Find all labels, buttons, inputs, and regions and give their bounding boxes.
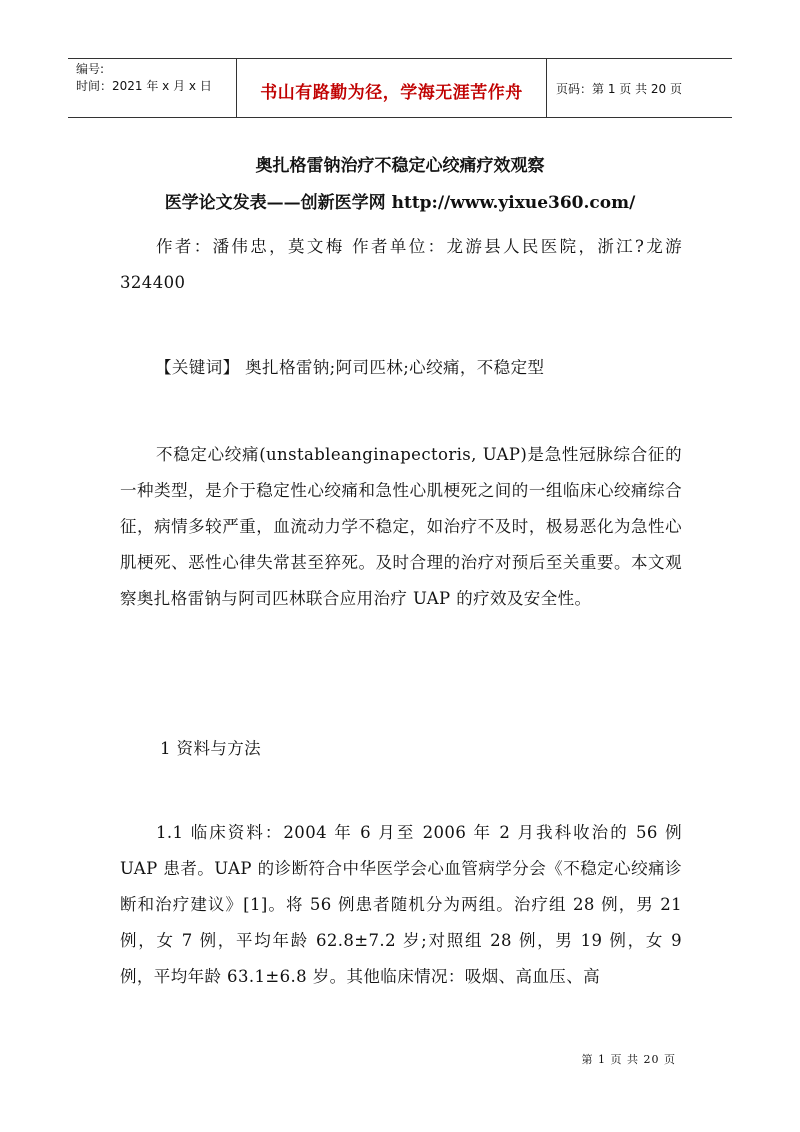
intro-paragraph: 不稳定心绞痛(unstableanginapectoris, UAP)是急性冠脉综合征的一种类型，是介于稳定性心绞痛和急性心肌梗死之间的一组临床心绞痛综合征，病情多较严重，血流动力学不稳定，如治疗不及时，极易恶化为急性心肌梗死、恶性心律失常甚至猝死。及时合理的治疗对预后至关重要。本文观察奥扎格雷钠与阿司匹林联合应用治疗 UAP 的疗效及安全性。 xyxy=(120,445,682,608)
section-paragraph: 1.1 临床资料：2004 年 6 月至 2006 年 2 月我科收治的 56 例 UAP 患者。UAP 的诊断符合中华医学会心血管病学分会《不稳定心绞痛诊断和治疗建议》[1]。将 56 例患者随机分为两组。治疗组 28 例，男 21 例，女 7 例，平均年龄 62.8±7.2 岁;对照组 28 例，男 19 例，女 9 例，平均年龄 63.1±6.8 岁。其他临床情况：吸烟、高血压、高 xyxy=(120,823,682,986)
header-divider xyxy=(546,59,547,117)
keywords-line: 【关键词】 奥扎格雷钠;阿司匹林;心绞痛，不稳定型 xyxy=(155,358,545,377)
page-header xyxy=(68,58,732,118)
section-heading: 1 资料与方法 xyxy=(160,739,262,758)
author-line: 作者：潘伟忠，莫文梅 作者单位：龙游县人民医院，浙江?龙游 324400 xyxy=(120,237,682,292)
article-subtitle: 医学论文发表——创新医学网 http://www.yixue360.com/ xyxy=(164,193,636,213)
serial-number-label: 编号: xyxy=(76,62,105,76)
header-motto: 书山有路勤为径，学海无涯苦作舟 xyxy=(260,83,523,103)
page-footer-number: 第 1 页 共 20 页 xyxy=(581,1053,676,1066)
header-page-info: 页码：第 1 页 共 20 页 xyxy=(556,82,682,96)
time-label: 时间：2021 年 x 月 x 日 xyxy=(76,79,212,93)
article-title: 奥扎格雷钠治疗不稳定心绞痛疗效观察 xyxy=(255,156,545,176)
